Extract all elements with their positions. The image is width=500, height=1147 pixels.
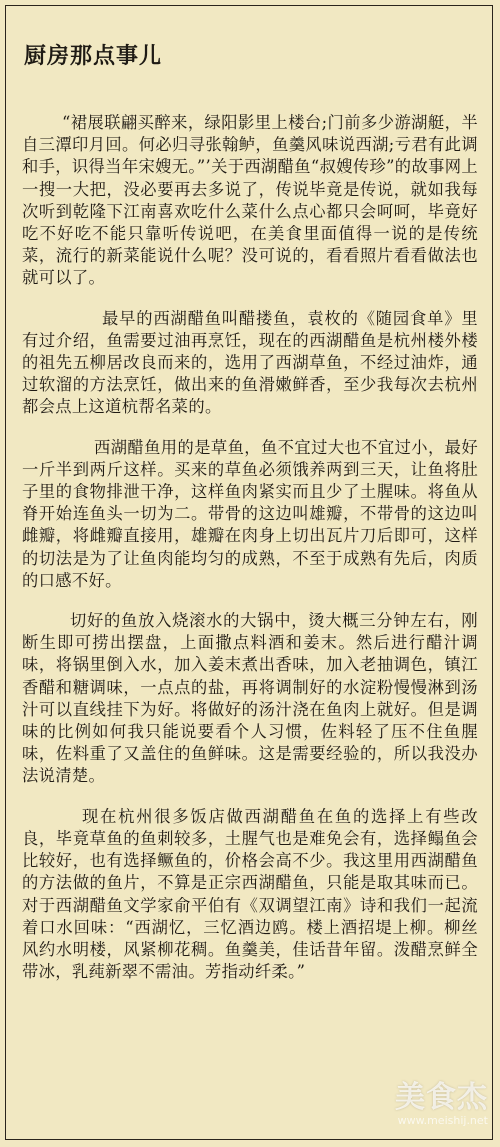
- article-body: [22, 112, 478, 1001]
- paragraph-4: 切好的鱼放入烧滚水的大锅中，烫大概三分钟左右，刚断生即可捞出摆盘，上面撒点料酒和姜末。然后进行醋汁调味，将锅里倒入水，加入姜末煮出香味，加入老抽调色，镇江香醋和糖调味，一点点的盐，再将调制好的水淀粉慢慢淋到汤汁可以直线挂下为好。将做好的汤汁浇在鱼肉上就好。但是调味的比例如何我只能说要看个人习惯，佐料轻了压不住鱼腥味，佐料重了又盖住的鱼鲜味。这是需要经验的，所以我没办法说清楚。: [22, 611, 478, 786]
- watermark-logo: 美食杰: [395, 1080, 488, 1115]
- watermark-url: www.meishij.net: [397, 1114, 488, 1127]
- paragraph-2: 最早的西湖醋鱼叫醋搂鱼，袁枚的《随园食单》里有过介绍，鱼需要过油再烹饪，现在的西湖醋鱼是杭州楼外楼的祖先五柳居改良而来的，选用了西湖草鱼，不经过油炸，通过软溜的方法烹饪，做出来的鱼滑嫩鲜香，至少我每次去杭州都会点上这道杭帮名菜的。: [22, 308, 478, 417]
- paragraph-5: 现在杭州很多饭店做西湖醋鱼在鱼的选择上有些改良，毕竟草鱼的鱼刺较多，土腥气也是难免会有，选择鳎鱼会比较好，也有选择鳜鱼的，价格会高不少。我这里用西湖醋鱼的方法做的鱼片，不算是正宗西湖醋鱼，只能是取其味而已。对于西湖醋鱼文学家俞平伯有《双调望江南》诗和我们一起流着口水回味：“西湖忆，三忆酒边鸥。楼上酒招堤上柳。柳丝风约水明楼，风紧柳花稠。鱼羹美，佳话昔年留。泼醋烹鲜全带冰，乳莼新翠不需油。芳指动纤柔。”: [22, 806, 478, 982]
- paragraph-1: “裙展联翩买醉来，绿阳影里上楼台;门前多少游湖艇，半自三潭印月回。何必归寻张翰鲈，鱼羹风味说西湖;亏君有此调和手，识得当年宋嫂无。”’关于西湖醋鱼“叔嫂传珍”的故事网上一搜一大把，没必要再去多说了，传说毕竟是传说，就如我每次听到乾隆下江南喜欢吃什么菜什么点心都只会呵呵，毕竟好吃不好吃不能只靠听传说吧，在美食里面值得一说的是传统菜，流行的新菜能说什么呢？没可说的，看看照片看看做法也就可以了。: [22, 113, 478, 288]
- page-title: 厨房那点事儿: [24, 43, 163, 69]
- paragraph-3: 西湖醋鱼用的是草鱼，鱼不宜过大也不宜过小，最好一斤半到两斤这样。买来的草鱼必须饿养两到三天，让鱼将肚子里的食物排泄干净，这样鱼肉紧实而且少了土腥味。将鱼从脊开始连鱼头一切为二。带骨的这边叫雄瓣，不带骨的这边叫雌瓣，将雌瓣直接用，雄瓣在肉身上切出瓦片刀后即可，这样的切法是为了让鱼肉能均匀的成熟，不至于成熟有先后，肉质的口感不好。: [22, 437, 478, 590]
- site-watermark: [360, 1072, 488, 1132]
